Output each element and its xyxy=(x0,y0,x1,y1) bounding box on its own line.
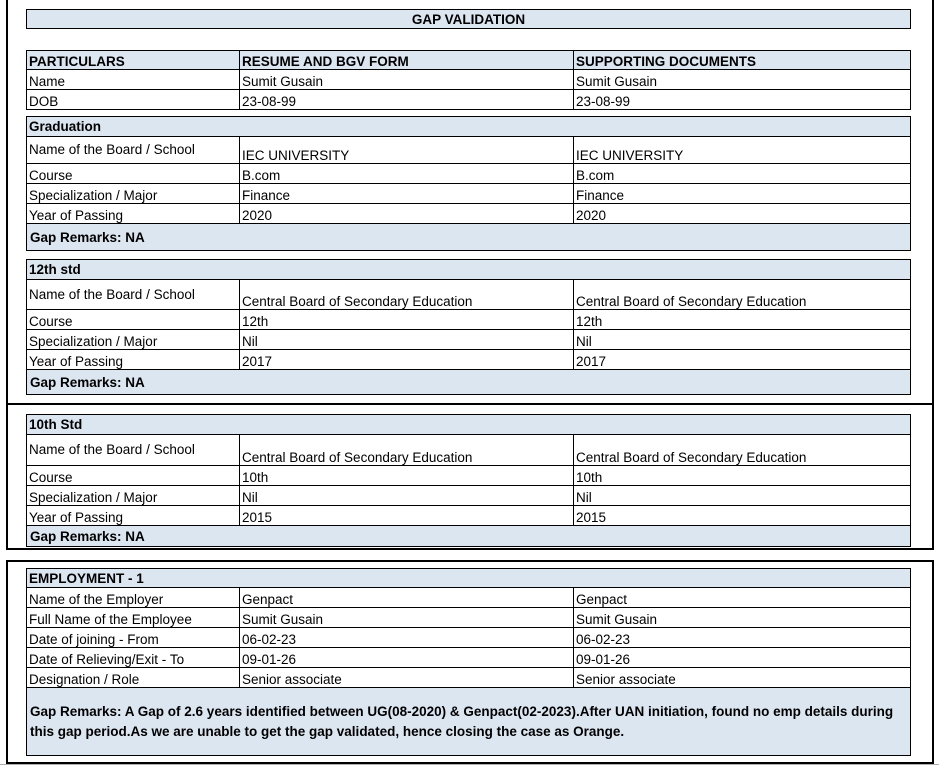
employment-table xyxy=(26,568,911,756)
row-label: Date of Relieving/Exit - To xyxy=(27,648,240,667)
row-resume: 2017 xyxy=(240,350,574,369)
row-label: Name xyxy=(27,70,240,89)
row-resume: B.com xyxy=(240,164,574,183)
sheet-bottom-edge xyxy=(0,764,939,769)
row-resume: 06-02-23 xyxy=(240,628,574,647)
table-row xyxy=(26,164,911,184)
row-resume: 23-08-99 xyxy=(240,90,574,109)
row-resume: Central Board of Secondary Education xyxy=(240,435,574,465)
section-heading: Graduation xyxy=(26,116,911,137)
row-label: Name of the Employer xyxy=(27,588,240,607)
row-label: Specialization / Major xyxy=(27,184,240,203)
row-docs: 2015 xyxy=(576,510,607,525)
table-row xyxy=(26,466,911,486)
row-label: Year of Passing xyxy=(27,204,240,223)
table-row xyxy=(26,184,911,204)
row-docs: 12th xyxy=(576,314,603,329)
row-label: Year of Passing xyxy=(27,350,240,369)
section-heading: 12th std xyxy=(26,259,911,280)
table-row xyxy=(26,648,911,668)
gap-remarks: Gap Remarks: NA xyxy=(26,224,911,251)
row-resume: Genpact xyxy=(240,588,574,607)
row-docs: Central Board of Secondary Education xyxy=(576,450,807,465)
row-resume: IEC UNIVERSITY xyxy=(240,137,574,163)
row-docs: IEC UNIVERSITY xyxy=(576,148,684,163)
table-row xyxy=(26,668,911,688)
row-docs: Sumit Gusain xyxy=(576,612,658,627)
row-resume: Central Board of Secondary Education xyxy=(240,280,574,309)
table-row xyxy=(26,506,911,526)
row-label: Designation / Role xyxy=(27,668,240,687)
table-row xyxy=(26,486,911,506)
header-docs: SUPPORTING DOCUMENTS xyxy=(576,54,757,69)
table-row xyxy=(26,350,911,370)
row-label: Full Name of the Employee xyxy=(27,608,240,627)
page-title: GAP VALIDATION xyxy=(26,9,911,29)
row-docs: Finance xyxy=(576,188,625,203)
row-label: Course xyxy=(27,466,240,485)
table-row xyxy=(26,70,911,90)
personal-table xyxy=(26,50,911,110)
gap-remarks: Gap Remarks: NA xyxy=(26,370,911,395)
row-resume: Sumit Gusain xyxy=(240,608,574,627)
row-label: Specialization / Major xyxy=(27,330,240,349)
header-particulars: PARTICULARS xyxy=(27,51,240,69)
row-resume: Nil xyxy=(240,330,574,349)
graduation-table xyxy=(26,116,911,251)
row-label: Name of the Board / School xyxy=(27,435,240,465)
row-resume: 10th xyxy=(240,466,574,485)
table-row xyxy=(26,588,911,608)
row-docs: 09-01-26 xyxy=(576,652,631,667)
table-row xyxy=(26,280,911,310)
row-label: Course xyxy=(27,164,240,183)
row-docs: Senior associate xyxy=(576,672,676,687)
row-docs: 2020 xyxy=(576,208,607,223)
row-label: Specialization / Major xyxy=(27,486,240,505)
table-row xyxy=(26,435,911,466)
row-docs: Central Board of Secondary Education xyxy=(576,294,807,309)
twelfth-table xyxy=(26,259,911,395)
header-resume: RESUME AND BGV FORM xyxy=(240,51,574,69)
row-resume: Finance xyxy=(240,184,574,203)
row-docs: 2017 xyxy=(576,354,607,369)
row-resume: Senior associate xyxy=(240,668,574,687)
row-docs: 23-08-99 xyxy=(576,94,631,109)
table-row xyxy=(26,137,911,164)
row-resume: 12th xyxy=(240,310,574,329)
table-row xyxy=(26,204,911,224)
row-label: Name of the Board / School xyxy=(27,280,240,309)
row-docs: Nil xyxy=(576,334,592,349)
table-row xyxy=(26,608,911,628)
row-docs: Nil xyxy=(576,490,592,505)
section-heading: EMPLOYMENT - 1 xyxy=(26,568,911,588)
row-resume: 2015 xyxy=(240,506,574,525)
row-resume: Sumit Gusain xyxy=(240,70,574,89)
header-row xyxy=(26,50,911,70)
row-docs: 10th xyxy=(576,470,603,485)
row-label: Name of the Board / School xyxy=(27,137,240,163)
section-heading: 10th Std xyxy=(26,414,911,435)
gap-remarks: Gap Remarks: A Gap of 2.6 years identified between UG(08-2020) & Genpact(02-2023).After UAN initiation, found no emp details during this gap period.As we are unable to get the gap validated, hence closing the case as Orange. xyxy=(26,688,911,756)
row-resume: 2020 xyxy=(240,204,574,223)
table-row xyxy=(26,310,911,330)
table-row xyxy=(26,628,911,648)
row-label: Course xyxy=(27,310,240,329)
row-resume: 09-01-26 xyxy=(240,648,574,667)
row-label: DOB xyxy=(27,90,240,109)
gap-remarks: Gap Remarks: NA xyxy=(26,526,911,547)
row-docs: Sumit Gusain xyxy=(576,74,658,89)
tenth-table xyxy=(26,414,911,547)
row-docs: B.com xyxy=(576,168,615,183)
table-row xyxy=(26,90,911,110)
row-docs: Genpact xyxy=(576,592,628,607)
row-resume: Nil xyxy=(240,486,574,505)
row-label: Date of joining - From xyxy=(27,628,240,647)
table-row xyxy=(26,330,911,350)
row-label: Year of Passing xyxy=(27,506,240,525)
row-docs: 06-02-23 xyxy=(576,632,631,647)
